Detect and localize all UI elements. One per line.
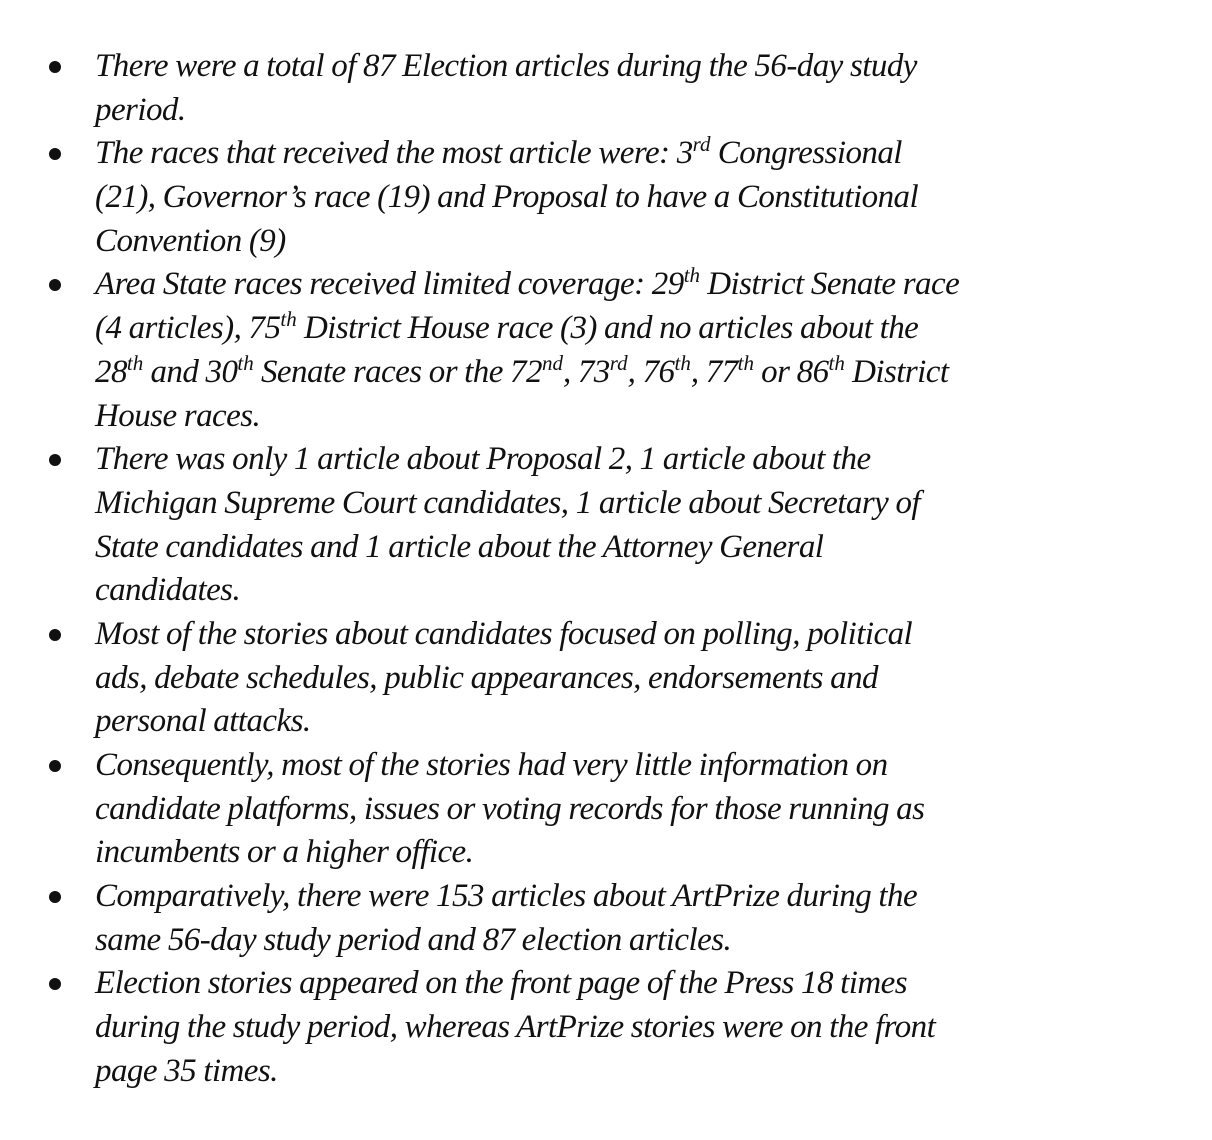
text-segment: (21), Governor’s race (19) and Proposal to have a Constitutional	[95, 179, 919, 216]
bullet-item	[0, 45, 1212, 132]
text-segment: or 86	[753, 353, 829, 390]
ordinal-suffix: th	[674, 350, 691, 375]
text-segment: There were a total of 87 Election articles during the 56-day study	[95, 48, 917, 84]
bullet-text-line	[0, 438, 1212, 482]
text-segment: There was only 1 article about Proposal 2, 1 article about the	[95, 441, 871, 478]
text-segment: District	[844, 353, 949, 390]
ordinal-suffix: th	[828, 350, 845, 375]
bullet-item	[0, 613, 1212, 744]
bullet-text-line	[0, 700, 1212, 744]
text-segment: Comparatively, there were 153 articles about ArtPrize during the	[95, 878, 918, 915]
text-segment: Consequently, most of the stories had very little information on	[95, 747, 888, 783]
text-segment: House races.	[95, 397, 261, 434]
bullet-text-line	[0, 613, 1212, 657]
bullet-text-line	[0, 176, 1212, 220]
bullet-item	[0, 744, 1212, 875]
bullet-text-line	[0, 89, 1212, 133]
bullet-text-line	[0, 962, 1212, 1006]
text-segment: The races that received the most article were: 3	[95, 135, 693, 172]
bullet-text-line	[0, 132, 1212, 176]
text-segment: Michigan Supreme Court candidates, 1 article about Secretary of	[95, 484, 921, 521]
bullet-text-line	[0, 788, 1212, 832]
bullet-text-line	[0, 263, 1212, 307]
bullet-text-line	[0, 875, 1212, 919]
bullet-list	[0, 45, 1212, 1094]
ordinal-suffix: rd	[609, 350, 628, 375]
bullet-text-line	[0, 526, 1212, 570]
text-segment: period.	[95, 91, 186, 128]
bullet-item	[0, 875, 1212, 962]
text-segment: Convention (9)	[95, 222, 286, 259]
text-segment: during the study period, whereas ArtPrize stories were on the front	[95, 1009, 936, 1046]
bullet-text-line	[0, 351, 1212, 395]
text-segment: Congressional	[710, 135, 902, 172]
bullet-item	[0, 263, 1212, 438]
text-segment: (4 articles), 75	[95, 310, 281, 347]
bullet-text-line	[0, 482, 1212, 526]
text-segment: District Senate race	[700, 266, 960, 303]
text-segment: District House race (3) and no articles about the	[296, 310, 919, 347]
text-segment: page 35 times.	[95, 1052, 278, 1089]
text-segment: Senate races or the 72	[253, 353, 542, 390]
text-segment: , 73	[562, 353, 610, 390]
text-segment: candidate platforms, issues or voting records for those running as	[95, 790, 925, 827]
bullet-text-line	[0, 220, 1212, 264]
text-segment: , 77	[690, 353, 738, 390]
ordinal-suffix: rd	[692, 132, 711, 157]
text-segment: Election stories appeared on the front page of the Press 18 times	[95, 965, 908, 1002]
text-segment: , 76	[627, 353, 675, 390]
bullet-text-line	[0, 45, 1212, 89]
text-segment: Most of the stories about candidates focused on polling, political	[95, 615, 913, 652]
text-segment: incumbents or a higher office.	[95, 834, 474, 871]
text-segment: ads, debate schedules, public appearances, endorsements and	[95, 659, 878, 696]
text-segment: State candidates and 1 article about the Attorney General	[95, 528, 824, 565]
bullet-item	[0, 962, 1212, 1093]
ordinal-suffix: th	[280, 307, 297, 332]
bullet-text-line	[0, 831, 1212, 875]
bullet-icon	[49, 61, 61, 73]
bullet-text-line	[0, 1050, 1212, 1094]
text-segment: 28	[95, 353, 127, 390]
ordinal-suffix: th	[683, 263, 701, 288]
bullet-text-line	[0, 657, 1212, 701]
bullet-icon	[49, 891, 61, 903]
bullet-icon	[49, 629, 61, 641]
bullet-text-line	[0, 307, 1212, 351]
text-segment: candidates.	[95, 572, 241, 609]
ordinal-suffix: th	[237, 350, 254, 375]
bullet-text-line	[0, 919, 1212, 963]
bullet-icon	[49, 760, 61, 772]
ordinal-suffix: nd	[541, 350, 563, 375]
bullet-item	[0, 132, 1212, 263]
text-segment: and 30	[143, 353, 238, 390]
text-segment: personal attacks.	[95, 703, 311, 740]
bullet-item	[0, 438, 1212, 613]
bullet-text-line	[0, 569, 1212, 613]
bullet-text-line	[0, 395, 1212, 439]
bullet-text-line	[0, 744, 1212, 788]
bullet-text-line	[0, 1006, 1212, 1050]
ordinal-suffix: th	[126, 350, 144, 375]
text-segment: Area State races received limited coverage: 29	[95, 266, 684, 303]
ordinal-suffix: th	[737, 350, 754, 375]
text-segment: same 56-day study period and 87 election articles.	[95, 921, 732, 958]
